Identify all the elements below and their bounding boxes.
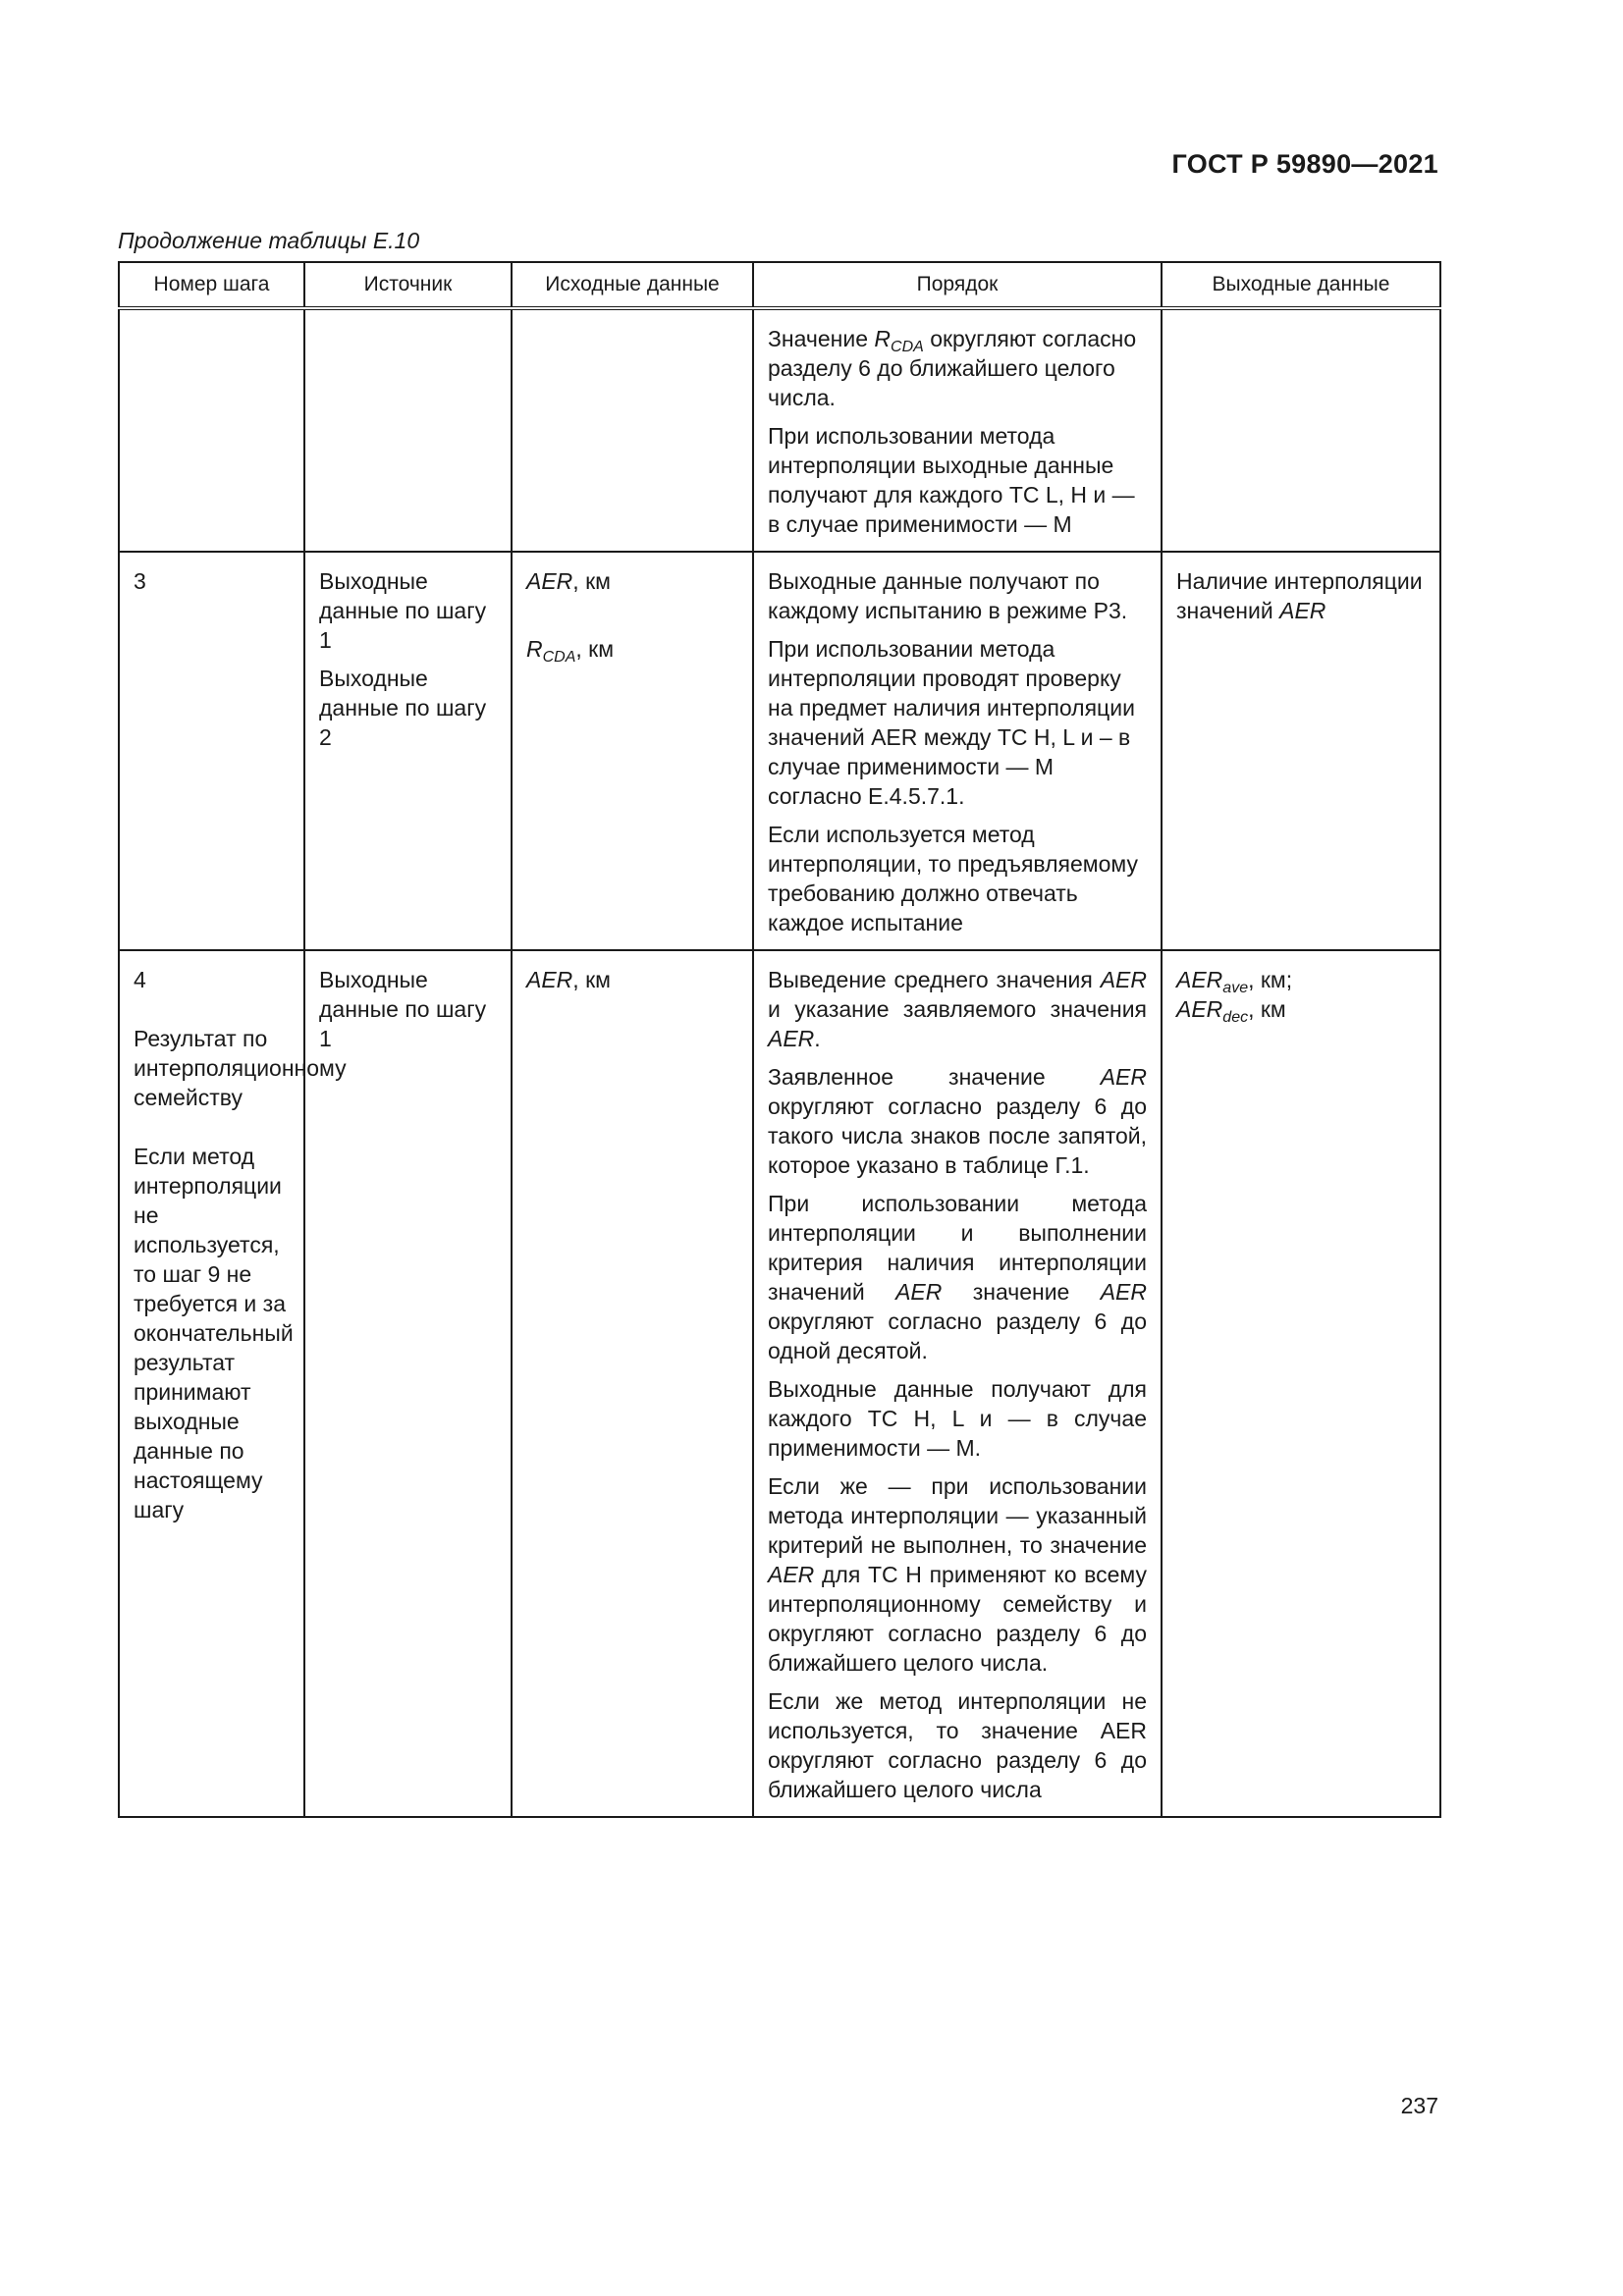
order-paragraph: Заявленное значение AER округляют согласно разделу 6 до такого числа знаков после запятой, которое указано в таблице Г.1. xyxy=(768,1064,1147,1178)
column-header-order: Порядок xyxy=(753,262,1162,308)
cell-source: Выходные данные по шагу 1 Выходные данные по шагу 2 xyxy=(304,552,512,950)
order-paragraph: Значение $R_{CDA}$ округляют согласно разделу 6 до ближайшего целого числа. xyxy=(768,326,1137,410)
cell-order xyxy=(753,552,1162,950)
column-header-output: Выходные данные xyxy=(1162,262,1440,308)
order-paragraph: При использовании метода интерполяции и выполнении критерия наличия интерполяции значений AER значение AER округляют согласно разделу 6 до одной десятой. xyxy=(768,1191,1147,1363)
cell-step: 3 xyxy=(119,552,304,950)
cell-output: Наличие интерполяции значений AER xyxy=(1162,552,1440,950)
cell-step xyxy=(119,308,304,552)
page-number: 237 xyxy=(1400,2093,1438,2118)
cell-order xyxy=(753,308,1162,552)
order-paragraph: Если же — при использовании метода интерполяции — указанный критерий не выполнен, то значение AER для ТС H применяют ко всему интерполяционному семейству и округляют согласно разделу 6 до ближайшего целого числа. xyxy=(768,1473,1147,1676)
document-code: ГОСТ Р 59890—2021 xyxy=(1171,149,1438,179)
order-paragraph: При использовании метода интерполяции выходные данные получают для каждого ТС L, H и — в случае применимости — M xyxy=(768,423,1135,537)
cell-input: AER, км xyxy=(512,950,753,1817)
table-row xyxy=(119,308,1440,552)
data-table xyxy=(118,261,1441,1818)
column-header-step: Номер шага xyxy=(119,262,304,308)
cell-output xyxy=(1162,308,1440,552)
order-paragraph: При использовании метода интерполяции проводят проверку на предмет наличия интерполяции значений AER между ТС H, L и – в случае применимости — M согласно Е.4.5.7.1. xyxy=(768,636,1135,809)
order-paragraph: Выходные данные получают для каждого ТС H, L и — в случае применимости — M. xyxy=(768,1376,1147,1461)
table-row xyxy=(119,950,1440,1817)
cell-order xyxy=(753,950,1162,1817)
order-paragraph: Выходные данные получают по каждому испытанию в режиме Р3. xyxy=(768,568,1128,623)
cell-step: 4 Результат по интерполяционному семейству Если метод интерполяции не используется, то шаг 9 не требуется и за окончательный результат принимают выходные данные по настоящему шагу xyxy=(119,950,304,1817)
table-row xyxy=(119,552,1440,950)
order-paragraph: Выведение среднего значения AER и указание заявляемого значения AER. xyxy=(768,967,1148,1051)
cell-output: $AER_{ave}$, км; $AER_{dec}$, км xyxy=(1162,950,1440,1817)
cell-input: AER, км $R_{CDA}$, км xyxy=(512,552,753,950)
cell-source: Выходные данные по шагу 1 xyxy=(304,950,512,1817)
table-header-row xyxy=(119,262,1440,308)
column-header-input: Исходные данные xyxy=(512,262,753,308)
cell-input xyxy=(512,308,753,552)
column-header-source: Источник xyxy=(304,262,512,308)
cell-source xyxy=(304,308,512,552)
order-paragraph: Если же метод интерполяции не используется, то значение AER округляют согласно разделу 6 до ближайшего целого числа xyxy=(768,1688,1147,1802)
table-caption: Продолжение таблицы Е.10 xyxy=(118,228,420,253)
order-paragraph: Если используется метод интерполяции, то предъявляемому требованию должно отвечать каждое испытание xyxy=(768,822,1138,935)
